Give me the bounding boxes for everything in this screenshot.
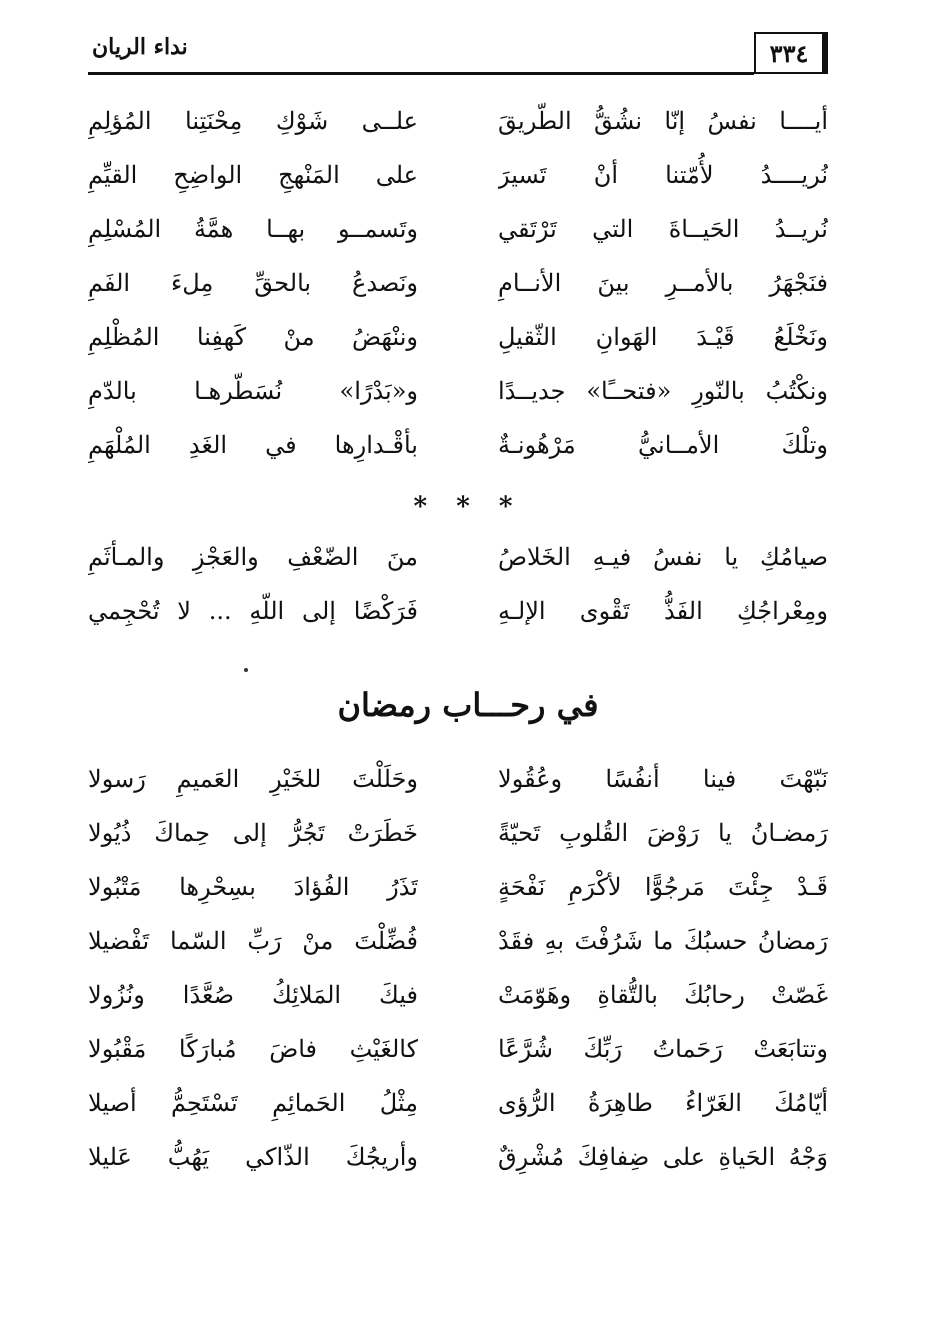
verse-row [88, 1130, 828, 1184]
verse-row [88, 860, 828, 914]
verse-second-hemistich: تَذَرُ الفُؤادَ بسِحْرِها مَتْبُولا [88, 873, 418, 901]
page-header [88, 24, 828, 84]
verse-second-hemistich: فُضِّلْتَ منْ رَبِّ السّما تَفْضيلا [88, 927, 418, 955]
verse-first-hemistich: رَمضانُ حسبُكَ ما شَرُفْتَ بهِ فقَدْ [498, 927, 828, 955]
verse-row [88, 94, 828, 148]
verse-row [88, 752, 828, 806]
section-separator: * * * [413, 492, 523, 522]
verse-row [88, 148, 828, 202]
verse-second-hemistich: و«بَدْرًا» نُسَطّرهـا بالدّمِ [88, 377, 418, 405]
verse-row [88, 530, 828, 584]
verse-first-hemistich: وتلْكَ الأمــانيُّ مَرْهُونـةٌ [498, 431, 828, 459]
verse-first-hemistich: نُريــدُ الحَيــاةَ التي تَرْتَقي [498, 215, 828, 243]
verse-first-hemistich: أيــــا نفسُ إنّا نشُقُّ الطّريقَ [498, 107, 828, 135]
verse-second-hemistich: فيكَ المَلائِكُ صُعَّدًا ونُزُولا [88, 981, 418, 1009]
verse-second-hemistich: وننْهَضُ منْ كَهفِنا المُظْلِمِ [88, 323, 418, 351]
verse-second-hemistich: فَرَكْضًا إلى اللّهِ ... لا تُحْجِمي [88, 597, 418, 625]
verse-first-hemistich: ومِعْراجُكِ الفَذُّ تَقْوى الإلـهِ [498, 597, 828, 625]
poem-stanza-1 [88, 94, 828, 472]
page-number: ٣٣٤ [754, 32, 828, 74]
verse-row [88, 256, 828, 310]
verse-row [88, 968, 828, 1022]
verse-second-hemistich: على المَنْهجِ الواضِحِ القيِّمِ [88, 161, 418, 189]
poem-stanza-2 [88, 530, 828, 638]
verse-row [88, 418, 828, 472]
verse-row [88, 914, 828, 968]
verse-row [88, 310, 828, 364]
verse-second-hemistich: وحَلَلْتَ للخَيْرِ العَميمِ رَسولا [88, 765, 418, 793]
verse-first-hemistich: ونكْتُبُ بالنّورِ «فتحــًا» جديــدًا [498, 377, 828, 405]
verse-first-hemistich: قَـدْ جِئْتَ مَرجُوًّا لأكْرَمِ نَفْحَةٍ [498, 873, 828, 901]
verse-second-hemistich: خَطَرَتْ تَجُرُّ إلى حِماكَ ذُيُولا [88, 819, 418, 847]
poem-title: في رحـــاب رمضان [337, 686, 599, 724]
verse-first-hemistich: نَبّهْتَ فينا أنفُسًا وعُقُولا [498, 765, 828, 793]
verse-first-hemistich: أيّامُكَ الغَرّاءُ طاهِرَةُ الرُّؤى [498, 1089, 828, 1117]
verse-second-hemistich: علــى شَوْكِ مِحْنَتِنا المُؤلِمِ [88, 107, 418, 135]
verse-row [88, 364, 828, 418]
verse-row [88, 1022, 828, 1076]
verse-first-hemistich: فنَجْهَرُ بالأمــرِ بينَ الأنــامِ [498, 269, 828, 297]
verse-second-hemistich: وأريجُكَ الذّاكي يَهُبُّ عَليلا [88, 1143, 418, 1171]
verse-first-hemistich: ونَخْلَعُ قَيْـدَ الهَوانِ الثّقيلِ [498, 323, 828, 351]
verse-first-hemistich: صيامُكِ يا نفسُ فيـهِ الخَلاصُ [498, 543, 828, 571]
verse-first-hemistich: رَمضـانُ يا رَوْضَ القُلوبِ تَحيّةً [498, 819, 828, 847]
verse-second-hemistich: منَ الضّعْفِ والعَجْزِ والمـأثَمِ [88, 543, 418, 571]
verse-second-hemistich: بأقْـدارِها في الغَدِ المُلْهَمِ [88, 431, 418, 459]
verse-second-hemistich: ونَصدعُ بالحقِّ مِلءَ الفَمِ [88, 269, 418, 297]
verse-row [88, 1076, 828, 1130]
verse-first-hemistich: وتتابَعَتْ رَحَماتُ رَبِّكَ شُرَّعًا [498, 1035, 828, 1063]
verse-second-hemistich: مِثْلُ الحَمائِمِ تَسْتَحِمُّ أصيلا [88, 1089, 418, 1117]
verse-row [88, 584, 828, 638]
running-title: نداء الريان [92, 34, 188, 60]
poem-stanza-3 [88, 752, 828, 1184]
verse-row [88, 806, 828, 860]
verse-row [88, 202, 828, 256]
verse-second-hemistich: كالغَيْثِ فاضَ مُبارَكًا مَقْبُولا [88, 1035, 418, 1063]
verse-first-hemistich: نُريــــدُ لأُمّتنا أنْ تَسيرَ [498, 161, 828, 189]
header-rule [88, 72, 754, 75]
verse-first-hemistich: وَجْهُ الحَياةِ على ضِفافِكَ مُشْرِقٌ [498, 1143, 828, 1171]
print-speck [244, 668, 248, 672]
verse-second-hemistich: وتَسمــو بهــا همَّةُ المُسْلِمِ [88, 215, 418, 243]
verse-first-hemistich: غَصّتْ رحابُكَ بالتُّقاةِ وهَوّمَتْ [498, 981, 828, 1009]
